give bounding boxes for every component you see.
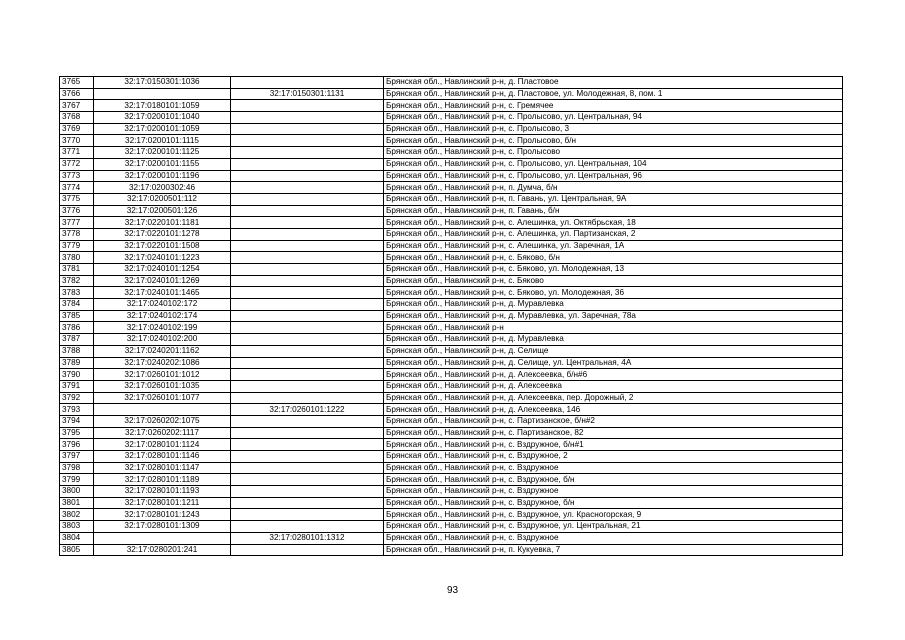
- cadastral-number-cell: 32:17:0280101:1211: [94, 497, 231, 509]
- cadastral-number-alt-cell: [231, 182, 384, 194]
- row-number-cell: 3785: [60, 310, 94, 322]
- cadastral-number-alt-cell: [231, 240, 384, 252]
- table-row: [60, 532, 843, 544]
- address-cell: Брянская обл., Навлинский р-н, п. Гавань, ул. Центральная, 9А: [384, 193, 843, 205]
- address-cell: Брянская обл., Навлинский р-н, с. Вздружное, б/н: [384, 474, 843, 486]
- cadastral-number-cell: 32:17:0260101:1012: [94, 369, 231, 381]
- cadastral-number-cell: 32:17:0260202:1117: [94, 427, 231, 439]
- address-cell: Брянская обл., Навлинский р-н, д. Селище, ул. Центральная, 4А: [384, 357, 843, 369]
- row-number-cell: 3771: [60, 147, 94, 159]
- row-number-cell: 3784: [60, 299, 94, 311]
- cadastral-number-alt-cell: [231, 509, 384, 521]
- table-row: [60, 182, 843, 194]
- table-row: [60, 427, 843, 439]
- address-cell: Брянская обл., Навлинский р-н, д. Муравлевка: [384, 299, 843, 311]
- address-cell: Брянская обл., Навлинский р-н, п. Гавань, б/н: [384, 205, 843, 217]
- address-cell: Брянская обл., Навлинский р-н, с. Вздружное, б/н: [384, 497, 843, 509]
- cadastral-number-cell: 32:17:0240102:172: [94, 299, 231, 311]
- cadastral-number-cell: 32:17:0240101:1465: [94, 287, 231, 299]
- address-cell: Брянская обл., Навлинский р-н, с. Пролысово: [384, 147, 843, 159]
- cadastral-number-cell: 32:17:0150301:1036: [94, 77, 231, 89]
- cadastral-number-cell: 32:17:0220101:1278: [94, 228, 231, 240]
- table-row: [60, 228, 843, 240]
- cadastral-number-alt-cell: [231, 369, 384, 381]
- row-number-cell: 3790: [60, 369, 94, 381]
- row-number-cell: 3792: [60, 392, 94, 404]
- cadastral-number-cell: 32:17:0220101:1508: [94, 240, 231, 252]
- address-cell: Брянская обл., Навлинский р-н, с. Вздружное, 2: [384, 451, 843, 463]
- cadastral-number-cell: 32:17:0280101:1124: [94, 439, 231, 451]
- table-row: [60, 345, 843, 357]
- cadastral-number-alt-cell: [231, 345, 384, 357]
- row-number-cell: 3794: [60, 415, 94, 427]
- address-cell: Брянская обл., Навлинский р-н, с. Пролысово, б/н: [384, 135, 843, 147]
- table-row: [60, 240, 843, 252]
- cadastral-number-alt-cell: [231, 310, 384, 322]
- cadastral-number-cell: 32:17:0200501:126: [94, 205, 231, 217]
- row-number-cell: 3775: [60, 193, 94, 205]
- address-cell: Брянская обл., Навлинский р-н, с. Вздружное: [384, 462, 843, 474]
- row-number-cell: 3777: [60, 217, 94, 229]
- row-number-cell: 3772: [60, 158, 94, 170]
- address-cell: Брянская обл., Навлинский р-н, д. Алексеевка, б/н#6: [384, 369, 843, 381]
- address-cell: Брянская обл., Навлинский р-н, с. Вздружное, ул. Красногорская, 9: [384, 509, 843, 521]
- row-number-cell: 3805: [60, 544, 94, 556]
- table-row: [60, 205, 843, 217]
- row-number-cell: 3773: [60, 170, 94, 182]
- address-cell: Брянская обл., Навлинский р-н, с. Бяково, ул. Молодежная, 13: [384, 264, 843, 276]
- table-row: [60, 158, 843, 170]
- cadastral-number-cell: 32:17:0280101:1243: [94, 509, 231, 521]
- cadastral-number-alt-cell: [231, 112, 384, 124]
- row-number-cell: 3796: [60, 439, 94, 451]
- cadastral-number-alt-cell: [231, 334, 384, 346]
- address-cell: Брянская обл., Навлинский р-н, д. Алексеевка: [384, 380, 843, 392]
- table-row: [60, 147, 843, 159]
- cadastral-number-alt-cell: [231, 158, 384, 170]
- registry-table: [59, 76, 843, 556]
- cadastral-number-cell: 32:17:0200101:1115: [94, 135, 231, 147]
- table-row: [60, 509, 843, 521]
- row-number-cell: 3770: [60, 135, 94, 147]
- address-cell: Брянская обл., Навлинский р-н: [384, 322, 843, 334]
- cadastral-number-cell: 32:17:0280101:1146: [94, 451, 231, 463]
- row-number-cell: 3803: [60, 521, 94, 533]
- table-row: [60, 357, 843, 369]
- registry-table-body: [60, 77, 843, 556]
- row-number-cell: 3774: [60, 182, 94, 194]
- address-cell: Брянская обл., Навлинский р-н, с. Пролысово, ул. Центральная, 94: [384, 112, 843, 124]
- row-number-cell: 3766: [60, 88, 94, 100]
- table-row: [60, 264, 843, 276]
- row-number-cell: 3800: [60, 486, 94, 498]
- cadastral-number-alt-cell: [231, 275, 384, 287]
- cadastral-number-cell: 32:17:0200501:112: [94, 193, 231, 205]
- cadastral-number-cell: 32:17:0240101:1269: [94, 275, 231, 287]
- cadastral-number-cell: 32:17:0240202:1086: [94, 357, 231, 369]
- cadastral-number-alt-cell: [231, 170, 384, 182]
- cadastral-number-cell: 32:17:0200101:1040: [94, 112, 231, 124]
- address-cell: Брянская обл., Навлинский р-н, д. Муравлевка, ул. Заречная, 78а: [384, 310, 843, 322]
- cadastral-number-cell: 32:17:0240101:1223: [94, 252, 231, 264]
- address-cell: Брянская обл., Навлинский р-н, с. Вздружное: [384, 486, 843, 498]
- cadastral-number-cell: 32:17:0280101:1189: [94, 474, 231, 486]
- cadastral-number-alt-cell: [231, 486, 384, 498]
- cadastral-number-alt-cell: [231, 322, 384, 334]
- row-number-cell: 3767: [60, 100, 94, 112]
- cadastral-number-alt-cell: [231, 123, 384, 135]
- cadastral-number-alt-cell: [231, 415, 384, 427]
- row-number-cell: 3769: [60, 123, 94, 135]
- row-number-cell: 3799: [60, 474, 94, 486]
- cadastral-number-cell: 32:17:0240102:199: [94, 322, 231, 334]
- cadastral-number-cell: 32:17:0280101:1147: [94, 462, 231, 474]
- cadastral-number-cell: 32:17:0260101:1035: [94, 380, 231, 392]
- address-cell: Брянская обл., Навлинский р-н, п. Думча, б/н: [384, 182, 843, 194]
- row-number-cell: 3778: [60, 228, 94, 240]
- cadastral-number-cell: [94, 404, 231, 416]
- table-row: [60, 310, 843, 322]
- table-row: [60, 170, 843, 182]
- address-cell: Брянская обл., Навлинский р-н, с. Бяково, ул. Молодежная, 36: [384, 287, 843, 299]
- cadastral-number-alt-cell: [231, 100, 384, 112]
- address-cell: Брянская обл., Навлинский р-н, с. Вздружное, ул. Центральная, 21: [384, 521, 843, 533]
- table-row: [60, 217, 843, 229]
- cadastral-number-alt-cell: [231, 147, 384, 159]
- cadastral-number-alt-cell: [231, 451, 384, 463]
- row-number-cell: 3780: [60, 252, 94, 264]
- table-row: [60, 123, 843, 135]
- cadastral-number-alt-cell: [231, 392, 384, 404]
- table-row: [60, 451, 843, 463]
- cadastral-number-alt-cell: [231, 427, 384, 439]
- cadastral-number-cell: 32:17:0200101:1059: [94, 123, 231, 135]
- row-number-cell: 3798: [60, 462, 94, 474]
- row-number-cell: 3788: [60, 345, 94, 357]
- cadastral-number-cell: 32:17:0240102:174: [94, 310, 231, 322]
- cadastral-number-alt-cell: [231, 217, 384, 229]
- cadastral-number-cell: 32:17:0180101:1059: [94, 100, 231, 112]
- address-cell: Брянская обл., Навлинский р-н, д. Алексеевка, пер. Дорожный, 2: [384, 392, 843, 404]
- cadastral-number-cell: 32:17:0200302:46: [94, 182, 231, 194]
- row-number-cell: 3797: [60, 451, 94, 463]
- cadastral-number-cell: 32:17:0200101:1155: [94, 158, 231, 170]
- table-row: [60, 497, 843, 509]
- cadastral-number-alt-cell: [231, 252, 384, 264]
- row-number-cell: 3768: [60, 112, 94, 124]
- table-row: [60, 392, 843, 404]
- table-row: [60, 334, 843, 346]
- cadastral-number-alt-cell: [231, 228, 384, 240]
- address-cell: Брянская обл., Навлинский р-н, с. Гремячее: [384, 100, 843, 112]
- row-number-cell: 3795: [60, 427, 94, 439]
- cadastral-number-cell: 32:17:0220101:1181: [94, 217, 231, 229]
- table-row: [60, 112, 843, 124]
- address-cell: Брянская обл., Навлинский р-н, д. Селище: [384, 345, 843, 357]
- table-row: [60, 544, 843, 556]
- cadastral-number-alt-cell: 32:17:0280101:1312: [231, 532, 384, 544]
- table-row: [60, 322, 843, 334]
- cadastral-number-alt-cell: [231, 287, 384, 299]
- address-cell: Брянская обл., Навлинский р-н, с. Бяково, б/н: [384, 252, 843, 264]
- address-cell: Брянская обл., Навлинский р-н, с. Алешинка, ул. Заречная, 1А: [384, 240, 843, 252]
- address-cell: Брянская обл., Навлинский р-н, д. Пластовое: [384, 77, 843, 89]
- table-row: [60, 462, 843, 474]
- address-cell: Брянская обл., Навлинский р-н, д. Муравлевка: [384, 334, 843, 346]
- cadastral-number-alt-cell: [231, 264, 384, 276]
- table-row: [60, 415, 843, 427]
- cadastral-number-cell: 32:17:0240101:1254: [94, 264, 231, 276]
- table-row: [60, 474, 843, 486]
- table-row: [60, 252, 843, 264]
- address-cell: Брянская обл., Навлинский р-н, с. Пролысово, 3: [384, 123, 843, 135]
- cadastral-number-cell: 32:17:0260101:1077: [94, 392, 231, 404]
- cadastral-number-cell: 32:17:0280101:1193: [94, 486, 231, 498]
- cadastral-number-alt-cell: [231, 462, 384, 474]
- row-number-cell: 3801: [60, 497, 94, 509]
- table-row: [60, 439, 843, 451]
- cadastral-number-alt-cell: [231, 380, 384, 392]
- table-row: [60, 77, 843, 89]
- table-row: [60, 275, 843, 287]
- address-cell: Брянская обл., Навлинский р-н, с. Партизанское, б/н#2: [384, 415, 843, 427]
- row-number-cell: 3791: [60, 380, 94, 392]
- table-row: [60, 404, 843, 416]
- cadastral-number-alt-cell: [231, 135, 384, 147]
- table-row: [60, 135, 843, 147]
- address-cell: Брянская обл., Навлинский р-н, с. Бяково: [384, 275, 843, 287]
- row-number-cell: 3765: [60, 77, 94, 89]
- row-number-cell: 3782: [60, 275, 94, 287]
- row-number-cell: 3802: [60, 509, 94, 521]
- cadastral-number-cell: 32:17:0200101:1196: [94, 170, 231, 182]
- cadastral-number-alt-cell: [231, 357, 384, 369]
- address-cell: Брянская обл., Навлинский р-н, с. Пролысово, ул. Центральная, 96: [384, 170, 843, 182]
- address-cell: Брянская обл., Навлинский р-н, с. Вздружное: [384, 532, 843, 544]
- address-cell: Брянская обл., Навлинский р-н, с. Алешинка, ул. Партизанская, 2: [384, 228, 843, 240]
- cadastral-number-alt-cell: 32:17:0150301:1131: [231, 88, 384, 100]
- row-number-cell: 3789: [60, 357, 94, 369]
- address-cell: Брянская обл., Навлинский р-н, с. Партизанское, 82: [384, 427, 843, 439]
- table-row: [60, 521, 843, 533]
- address-cell: Брянская обл., Навлинский р-н, д. Алексеевка, 146: [384, 404, 843, 416]
- cadastral-number-alt-cell: [231, 474, 384, 486]
- cadastral-number-alt-cell: [231, 299, 384, 311]
- cadastral-number-cell: 32:17:0260202:1075: [94, 415, 231, 427]
- address-cell: Брянская обл., Навлинский р-н, д. Пластовое, ул. Молодежная, 8, пом. 1: [384, 88, 843, 100]
- cadastral-number-alt-cell: [231, 439, 384, 451]
- cadastral-number-alt-cell: [231, 544, 384, 556]
- table-row: [60, 88, 843, 100]
- table-row: [60, 193, 843, 205]
- cadastral-number-cell: 32:17:0240102:200: [94, 334, 231, 346]
- address-cell: Брянская обл., Навлинский р-н, с. Алешинка, ул. Октябрьская, 18: [384, 217, 843, 229]
- address-cell: Брянская обл., Навлинский р-н, с. Пролысово, ул. Центральная, 104: [384, 158, 843, 170]
- cadastral-number-alt-cell: 32:17:0260101:1222: [231, 404, 384, 416]
- cadastral-number-alt-cell: [231, 193, 384, 205]
- row-number-cell: 3804: [60, 532, 94, 544]
- row-number-cell: 3779: [60, 240, 94, 252]
- row-number-cell: 3786: [60, 322, 94, 334]
- table-row: [60, 486, 843, 498]
- table-row: [60, 100, 843, 112]
- row-number-cell: 3793: [60, 404, 94, 416]
- table-row: [60, 369, 843, 381]
- cadastral-number-cell: 32:17:0280201:241: [94, 544, 231, 556]
- cadastral-number-cell: 32:17:0240201:1162: [94, 345, 231, 357]
- address-cell: Брянская обл., Навлинский р-н, с. Вздружное, б/н#1: [384, 439, 843, 451]
- row-number-cell: 3781: [60, 264, 94, 276]
- cadastral-number-cell: 32:17:0200101:1125: [94, 147, 231, 159]
- row-number-cell: 3787: [60, 334, 94, 346]
- cadastral-number-alt-cell: [231, 205, 384, 217]
- cadastral-number-alt-cell: [231, 77, 384, 89]
- page-number: 93: [446, 585, 459, 596]
- table-row: [60, 287, 843, 299]
- row-number-cell: 3776: [60, 205, 94, 217]
- cadastral-number-cell: [94, 532, 231, 544]
- row-number-cell: 3783: [60, 287, 94, 299]
- table-row: [60, 380, 843, 392]
- table-row: [60, 299, 843, 311]
- cadastral-number-alt-cell: [231, 521, 384, 533]
- cadastral-number-cell: [94, 88, 231, 100]
- cadastral-number-cell: 32:17:0280101:1309: [94, 521, 231, 533]
- cadastral-number-alt-cell: [231, 497, 384, 509]
- address-cell: Брянская обл., Навлинский р-н, п. Кукуевка, 7: [384, 544, 843, 556]
